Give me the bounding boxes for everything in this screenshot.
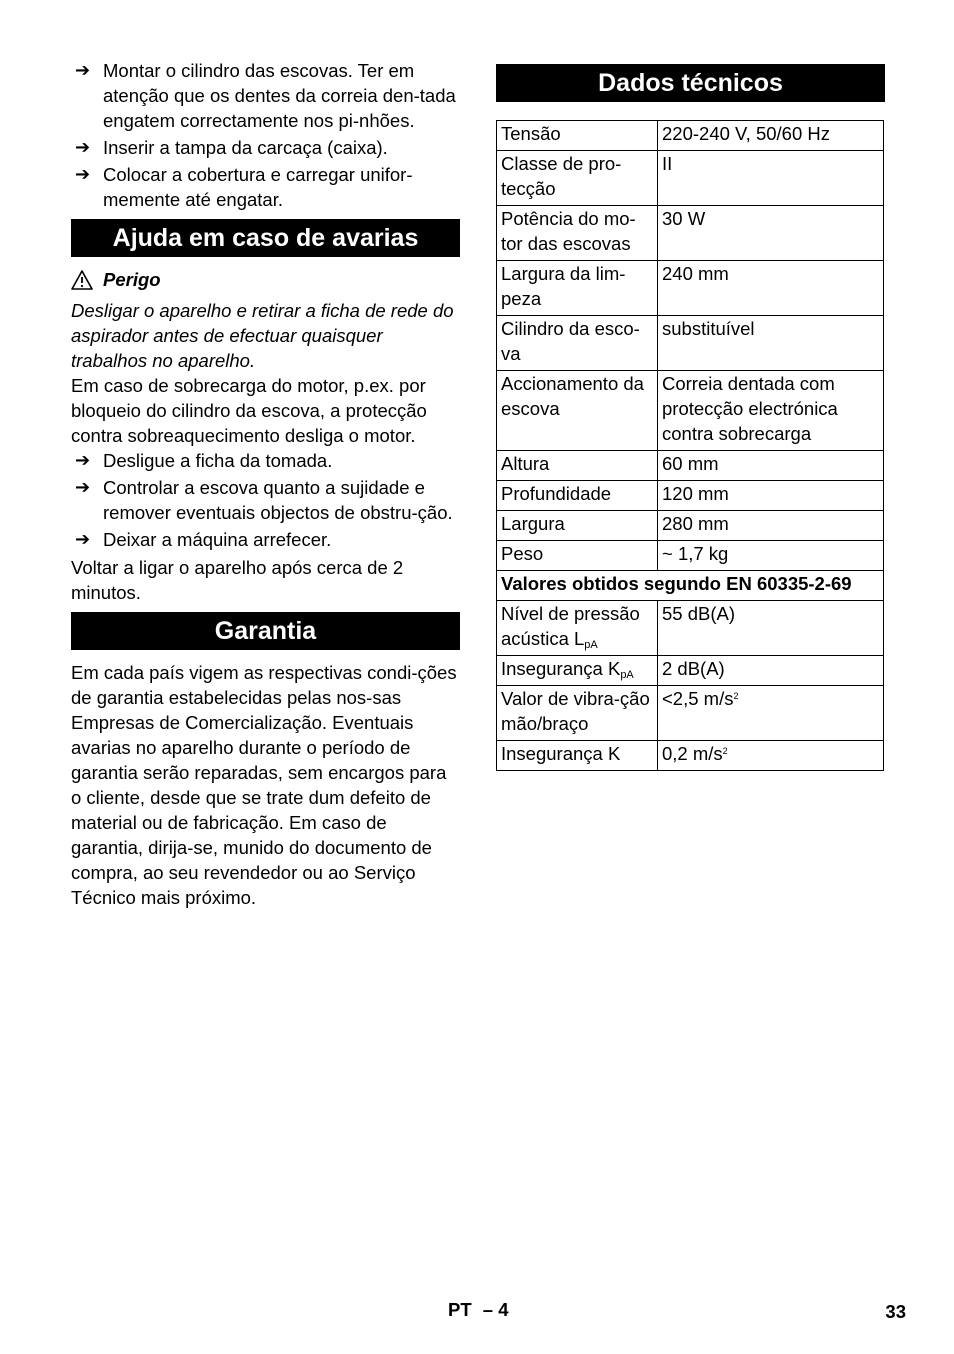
value-superscript: 2 (733, 691, 739, 701)
table-row (497, 601, 884, 656)
row-label: Accionamento da escova (497, 371, 658, 451)
step-text: Controlar a escova quanto a sujidade e remover eventuais objectos de obstru-ção. (103, 477, 453, 523)
row-value: II (658, 151, 884, 206)
row-value: 30 W (658, 206, 884, 261)
step-text: Colocar a cobertura e carregar unifor-memente até engatar. (103, 164, 413, 210)
row-label: Largura (497, 511, 658, 541)
warranty-body: Em cada país vigem as respectivas condi-ções de garantia estabelecidas pelas nos-sas Empresas de Comercialização. Eventuais avarias no aparelho durante o período de garantia serão reparadas, sem encargos para o cliente, desde que se trate dum defeito de material ou de fabricação. Em caso de garantia, dirija-se, munido do documento de compra, ao seu revendedor ou ao Serviço Técnico mais próximo. (71, 662, 457, 908)
list-item (71, 527, 460, 552)
row-label (497, 656, 658, 686)
technical-data-table (496, 120, 884, 771)
warning-triangle-icon (71, 270, 93, 290)
section-header-cell: Valores obtidos segundo EN 60335-2-69 (497, 571, 884, 601)
row-label: Altura (497, 451, 658, 481)
row-label: Valor de vibra-ção mão/braço (497, 686, 658, 741)
section-heading-technical-data: Dados técnicos (496, 64, 885, 102)
list-item (71, 58, 460, 133)
arrow-right-icon: ➔ (75, 164, 91, 184)
table-section-header (497, 571, 884, 601)
danger-title: Perigo (103, 269, 161, 290)
label-subscript: pA (620, 669, 634, 681)
row-value (658, 686, 884, 741)
section-page: – 4 (482, 1299, 509, 1320)
row-value: 280 mm (658, 511, 884, 541)
help-steps (71, 448, 460, 552)
table-row (497, 541, 884, 571)
table-row (497, 481, 884, 511)
table-row (497, 261, 884, 316)
list-item (71, 135, 460, 160)
list-item (71, 162, 460, 212)
table-row (497, 371, 884, 451)
label-text: Insegurança K (501, 658, 621, 679)
value-text: 0,2 m/s (662, 743, 723, 764)
row-value (658, 741, 884, 771)
step-text: Montar o cilindro das escovas. Ter em atenção que os dentes da correia den-tada engatem correctamente nos pi-nhões. (103, 60, 456, 131)
list-item (71, 448, 460, 473)
language-code: PT (448, 1299, 472, 1320)
row-value: ~ 1,7 kg (658, 541, 884, 571)
help-closing: Voltar a ligar o aparelho após cerca de 2 minutos. (71, 557, 404, 603)
step-text: Deixar a máquina arrefecer. (103, 529, 332, 550)
arrow-right-icon: ➔ (75, 477, 91, 497)
value-text: <2,5 m/s (662, 688, 734, 709)
table-row (497, 316, 884, 371)
row-label: Profundidade (497, 481, 658, 511)
row-value: 2 dB(A) (658, 656, 884, 686)
row-value: 240 mm (658, 261, 884, 316)
arrow-right-icon: ➔ (75, 529, 91, 549)
left-column (71, 58, 460, 910)
row-label: Cilindro da esco-va (497, 316, 658, 371)
row-label: Insegurança K (497, 741, 658, 771)
table-row (497, 451, 884, 481)
table-row (497, 206, 884, 261)
row-value: 55 dB(A) (658, 601, 884, 656)
row-label: Classe de pro-tecção (497, 151, 658, 206)
row-value: 60 mm (658, 451, 884, 481)
footer-language-code (448, 1297, 509, 1322)
row-value: Correia dentada com protecção electrónica contra sobrecarga (658, 371, 884, 451)
table-row (497, 686, 884, 741)
help-body: Em caso de sobrecarga do motor, p.ex. por bloqueio do cilindro da escova, a protecção contra sobreaquecimento desliga o motor. (71, 375, 427, 446)
arrow-right-icon: ➔ (75, 60, 91, 80)
table-row (497, 511, 884, 541)
right-column (496, 64, 885, 771)
section-heading-warranty: Garantia (71, 612, 460, 650)
label-subscript: pA (584, 639, 598, 651)
row-label (497, 601, 658, 656)
arrow-right-icon: ➔ (75, 450, 91, 470)
row-label: Tensão (497, 121, 658, 151)
arrow-right-icon: ➔ (75, 137, 91, 157)
page-number: 33 (885, 1301, 906, 1322)
intro-steps (71, 58, 460, 212)
list-item (71, 475, 460, 525)
row-label: Peso (497, 541, 658, 571)
row-value: 220-240 V, 50/60 Hz (658, 121, 884, 151)
table-row (497, 121, 884, 151)
danger-label (71, 267, 460, 292)
table-row (497, 741, 884, 771)
row-label: Potência do mo-tor das escovas (497, 206, 658, 261)
row-value: substituível (658, 316, 884, 371)
table-row (497, 656, 884, 686)
label-text: Nível de pressão acústica L (501, 603, 640, 649)
row-value: 120 mm (658, 481, 884, 511)
step-text: Inserir a tampa da carcaça (caixa). (103, 137, 388, 158)
danger-text: Desligar o aparelho e retirar a ficha de rede do aspirador antes de efectuar quaisquer trabalhos no aparelho. (71, 300, 454, 371)
section-heading-help: Ajuda em caso de avarias (71, 219, 460, 257)
table-row (497, 151, 884, 206)
step-text: Desligue a ficha da tomada. (103, 450, 333, 471)
row-label: Largura da lim-peza (497, 261, 658, 316)
value-superscript: 2 (722, 746, 728, 756)
